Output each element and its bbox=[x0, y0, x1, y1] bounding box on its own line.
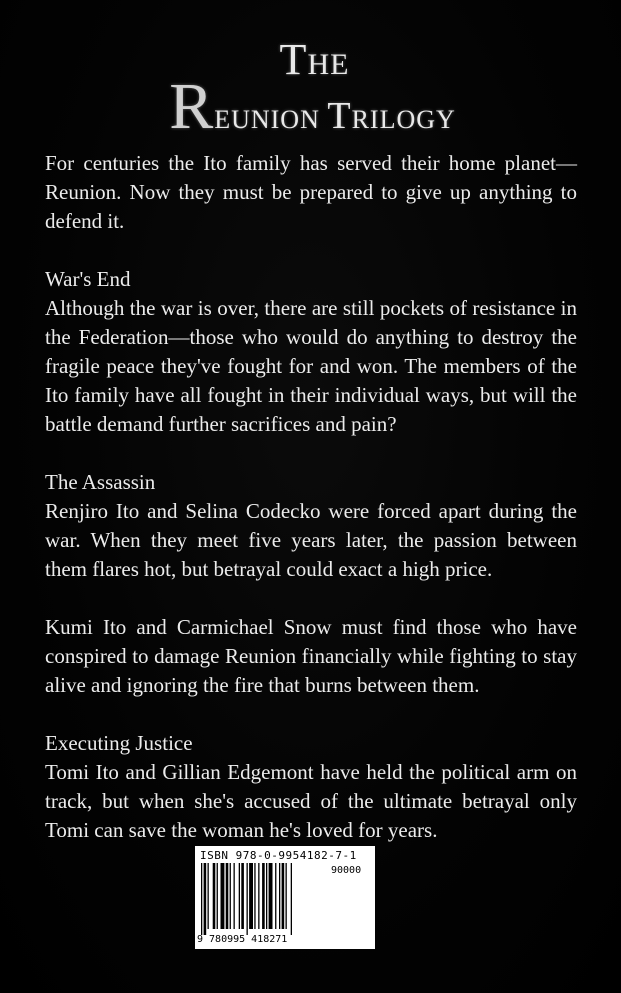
barcode-bar bbox=[247, 863, 248, 935]
book2-description: Renjiro Ito and Selina Codecko were forced apart during the war. When they meet five years later, the passion between them flares hot, but betrayal could exact a high price. bbox=[45, 499, 577, 581]
price-code: 90000 bbox=[331, 865, 362, 876]
barcode-bar bbox=[279, 863, 280, 929]
barcode-bar bbox=[254, 863, 255, 929]
barcode-bar bbox=[269, 863, 273, 929]
barcode-bar bbox=[275, 863, 276, 929]
barcode-bars bbox=[199, 863, 329, 935]
book-title bbox=[0, 35, 621, 146]
book1-description: Although the war is over, there are still pockets of resistance in the Federation—those who would do anything to destroy the fragile peace they've fought for and won. The members of the Ito family have all fought in their individual ways, but will the battle demand further sacrifices and pain? bbox=[45, 296, 577, 436]
title-initial-t2: T bbox=[327, 95, 352, 137]
isbn-barcode bbox=[195, 846, 375, 949]
barcode-bar bbox=[221, 863, 225, 929]
barcode-bar bbox=[226, 863, 229, 929]
barcode-bar bbox=[201, 863, 202, 935]
book1-title: War's End bbox=[45, 267, 131, 291]
title-line1-rest: HE bbox=[307, 48, 350, 81]
barcode-bar bbox=[291, 863, 292, 935]
barcode-bar bbox=[213, 863, 216, 929]
barcode-bar bbox=[282, 863, 285, 929]
title-initial-r: R bbox=[169, 70, 215, 143]
title-line-2 bbox=[0, 70, 621, 146]
barcode-bar bbox=[230, 863, 231, 929]
barcode-bar bbox=[204, 863, 207, 935]
barcode-bar bbox=[286, 863, 287, 929]
title-line-1 bbox=[0, 35, 621, 87]
book2-title: The Assassin bbox=[45, 470, 156, 494]
barcode-bar bbox=[258, 863, 259, 929]
barcode-bar bbox=[266, 863, 267, 929]
barcode-digits: 9 780995 418271 bbox=[197, 934, 288, 945]
book3-description: Kumi Ito and Carmichael Snow must find those who have conspired to damage Reunion financially while fighting to stay alive and ignoring the fire that burns between them. bbox=[45, 615, 577, 697]
barcode-bar bbox=[234, 863, 235, 929]
barcode-bar bbox=[208, 863, 209, 929]
barcode-bar bbox=[239, 863, 240, 929]
title-line2-rest: RILOGY bbox=[351, 105, 456, 134]
title-initial-t: T bbox=[279, 35, 308, 84]
barcode-bar bbox=[241, 863, 244, 929]
blurb-text bbox=[45, 149, 577, 845]
intro-paragraph: For centuries the Ito family has served their home planet—Reunion. Now they must be prepared to give up anything to defend it. bbox=[45, 151, 577, 233]
barcode-bar bbox=[217, 863, 218, 929]
barcode-bar bbox=[262, 863, 265, 929]
book4-description: Tomi Ito and Gillian Edgemont have held the political arm on track, but when she's accused of the ultimate betrayal only Tomi can save the woman he's loved for years. bbox=[45, 760, 577, 842]
title-line2-mid: EUNION bbox=[214, 105, 328, 134]
book4-title: Executing Justice bbox=[45, 731, 193, 755]
barcode-bar bbox=[249, 863, 253, 929]
isbn-label: ISBN 978-0-9954182-7-1 bbox=[200, 849, 357, 862]
